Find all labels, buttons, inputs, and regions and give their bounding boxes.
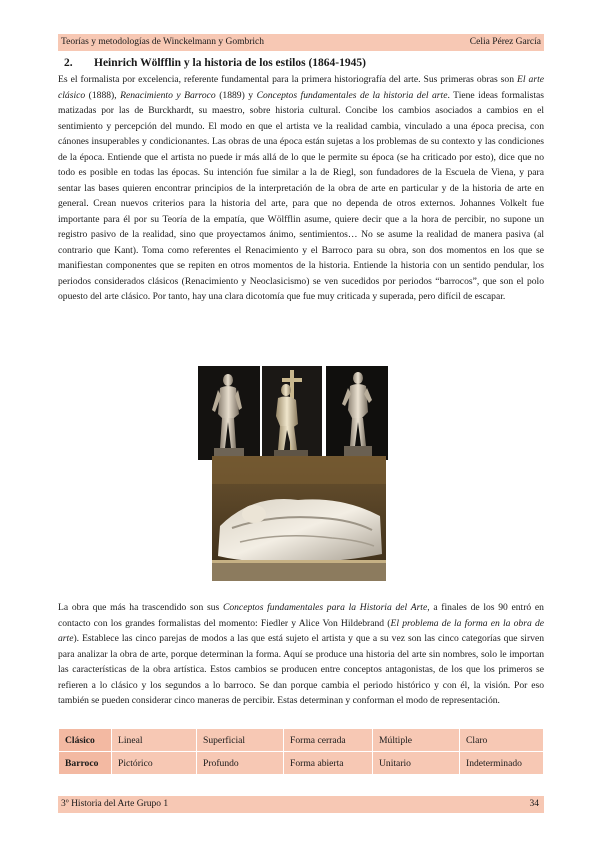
row-header: Barroco bbox=[59, 752, 112, 775]
sculpture-photo-3 bbox=[326, 366, 388, 460]
paragraph-1 bbox=[58, 72, 544, 305]
page-header bbox=[58, 34, 544, 51]
page-footer bbox=[58, 796, 544, 813]
book-title-problema-forma: El problema de la forma en la obra de arte bbox=[58, 617, 544, 644]
table-cell: Indeterminado bbox=[460, 752, 544, 775]
book-title-conceptos: Conceptos fundamentales de la historia del arte bbox=[256, 89, 448, 101]
sculpture-photo-4 bbox=[212, 456, 386, 581]
para1-text-c: (1888), bbox=[85, 89, 121, 101]
paragraph-2 bbox=[58, 600, 544, 709]
section-heading bbox=[64, 56, 366, 70]
section-title: Heinrich Wölfflin y la historia de los estilos (1864-1945) bbox=[94, 57, 366, 69]
row-header: Clásico bbox=[59, 729, 112, 752]
sculpture-photo-2 bbox=[262, 366, 322, 460]
table-cell: Múltiple bbox=[373, 729, 460, 752]
para2-text-a: La obra que más ha trascendido son sus bbox=[58, 602, 223, 613]
page-number: 34 bbox=[529, 799, 539, 809]
footer-course: 3º Historia del Arte Grupo 1 bbox=[61, 799, 169, 809]
para1-text-e: (1889) y bbox=[215, 89, 257, 101]
header-author: Celia Pérez García bbox=[469, 37, 541, 47]
table-cell: Pictórico bbox=[112, 752, 197, 775]
table-cell: Forma abierta bbox=[284, 752, 373, 775]
table-cell: Lineal bbox=[112, 729, 197, 752]
para2-text-c: , a finales de los 90 entró en contacto con los grandes formalistas del momento: Fiedler y Alice Von Hildebrand ( bbox=[58, 602, 544, 629]
sculpture-photo-1 bbox=[198, 366, 260, 460]
book-title-conceptos-2: Conceptos fundamentales para la Historia del Arte bbox=[222, 602, 428, 613]
categories-table bbox=[58, 728, 544, 775]
para2-text-e: ). Establece las cinco parejas de modos a las que está sujeto el artista y que a su vez son las cinco categorías que sirven para analizar la obra de arte, porque determinan la forma. Aquí se produce una historia del arte sin nombres, solo le importan las características de la obra artística. Estos cambios se producen entre conceptos antagonistas, de los que los primeros se refieren a lo clásico y los segundos a lo barroco. Se dan porque cambia el periodo histórico y con él, la visión. Por eso también se pueden considerar cinco maneras de percibir. Estas determinan y conforman el modo de representación. bbox=[58, 633, 544, 706]
book-title-renacimiento-barroco: Renacimiento y Barroco bbox=[120, 89, 216, 101]
table-cell: Superficial bbox=[197, 729, 284, 752]
table-row bbox=[59, 752, 544, 775]
para1-text-g: . Tiene ideas formalistas matizadas por las de Burckhardt, su maestro, sobre historia cultural. Concibe los cambios asociados a cambios en el sentimiento y percepción del mundo. El modo en que el artista ve la realidad cambia, vinculado a una época precisa, con cánones insuperables y condicionantes. Las obras de una época están sujetas a los problemas de su contexto y las condiciones de la época. Entiende que el artista no puede ir más allá de lo que le permite su época (se ha criticado por esto), dice que no todo es posible en todas las épocas. Su intención fue similar a la de Riegl, son fundadores de la Escuela de Viena, y para sentar las bases quieren encontrar principios de la interpretación de la obra de arte en particular y de la historia de arte en general. Crean nuevos criterios para la historia del arte, para que no dependa de otros externos. Johannes Volkelt fue importante para él por su Teoría de la empatía, que Wölfflin asume, quiere decir que a la hora de percibir, no supone un registro pasivo de la realidad, sino que proyectamos ánimo, sentimientos… No se asume la realidad de manera pasiva (al contrario que Kant). Toma como referentes el Renacimiento y el Barroco para su obra, son dos momentos en los que se manifiestan componentes que se repiten en otros momentos de la historia. Entiende la historia con un sentido pendular, los periodos considerados clásicos (Renacimiento y Neoclasicismo) se ven sucedidos por periodos “barrocos”, que son el polo opuesto del arte clásico. Por tanto, hay una clara dicotomía que fue muy criticada y superada, pero difícil de escapar. bbox=[58, 89, 544, 302]
table-cell: Forma cerrada bbox=[284, 729, 373, 752]
para1-text-a: Es el formalista por excelencia, referente fundamental para la primera historiografía del arte. Sus primeras obras son bbox=[58, 74, 518, 85]
header-course-title: Teorías y metodologías de Winckelmann y Gombrich bbox=[61, 37, 264, 47]
table-cell: Profundo bbox=[197, 752, 284, 775]
section-number: 2. bbox=[64, 57, 73, 69]
table-cell: Claro bbox=[460, 729, 544, 752]
table-cell: Unitario bbox=[373, 752, 460, 775]
table-row bbox=[59, 729, 544, 752]
book-title-el-arte-clasico: El arte clásico bbox=[58, 74, 544, 101]
